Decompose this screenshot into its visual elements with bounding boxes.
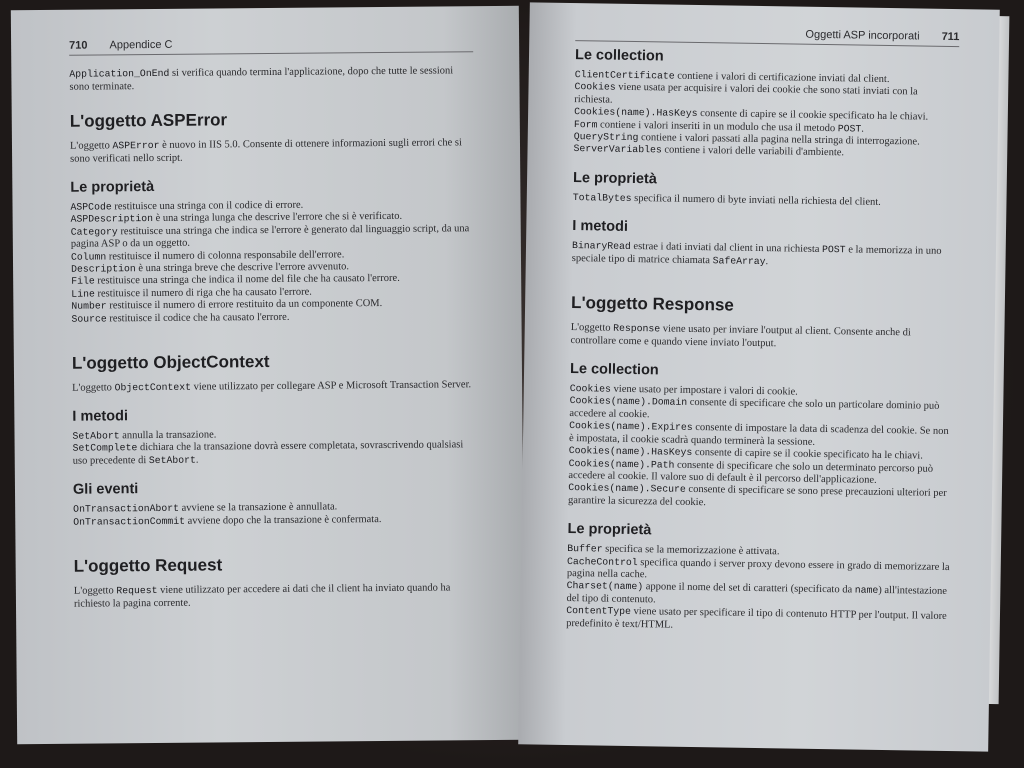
response-collections-list — [568, 383, 954, 513]
list-item: Buffer specifica se la memorizzazione è attivata. — [567, 543, 780, 558]
request-heading: L'oggetto Request — [73, 555, 223, 576]
response-intro: L'oggetto Response viene usato per inviare l'output al client. Consente anche di controllare come e quando viene inviato l'output. — [570, 322, 911, 350]
request-collections-heading: Le collection — [574, 47, 664, 65]
list-item: Line restituisce il numero di riga che ha causato l'errore. — [71, 286, 312, 300]
running-title: Appendice C — [109, 38, 173, 52]
running-title: Oggetti ASP incorporati — [805, 28, 920, 43]
list-item: OnTransactionAbort avviene se la transazione è annullata. — [73, 501, 338, 515]
list-item: ClientCertificate contiene i valori di certificazione inviati dal client. — [574, 69, 890, 86]
list-item: ASPDescription è una stringa lunga che descrive l'errore che si è verificato. — [70, 211, 403, 226]
request-collections-list — [573, 69, 958, 162]
list-item: Cookies viene usata per acquisire i valori dei cookie che sono stati inviati con la richiesta. — [574, 81, 918, 106]
objectcontext-events-heading: Gli eventi — [72, 481, 139, 498]
list-item: Charset(name) appone il nome del set di caratteri (specificato da name) all'intestazione del tipo di contenuto. — [566, 580, 948, 606]
list-item: Source restituisce il codice che ha causato l'errore. — [71, 311, 290, 325]
page-number: 711 — [941, 30, 960, 44]
left-running-head — [69, 36, 473, 56]
list-item: CacheControl specifica quando i server proxy devono essere in grado di memorizzare la pagina nella cache. — [566, 555, 950, 581]
list-item: QueryString contiene i valori passati alla pagina nella stringa di interrogazione. — [573, 131, 920, 148]
right-page — [518, 2, 1000, 751]
left-page — [11, 6, 525, 744]
list-item: BinaryRead estrae i dati inviati dal client in una richiesta POST e la memorizza in uno speciale tipo di matrice chiamata SafeArray. — [571, 240, 942, 267]
list-item: ContentType viene usato per specificare il tipo di contenuto HTTP per l'output. Il valore predefinito è text/HTML. — [566, 605, 947, 631]
objectcontext-heading: L'oggetto ObjectContext — [71, 352, 270, 373]
list-item: Cookies(name).Domain consente di specificare che solo un particolare dominio può accedere al cookie. — [569, 395, 940, 421]
list-item: Cookies(name).Path consente di specificare che solo un determinato percorso può accedere al cookie. Il valore suo di default è il percorso dell'applicazione. — [568, 457, 934, 486]
asperror-intro: L'oggetto ASPError è nuovo in IIS 5.0. Consente di ottenere informazioni sugli errori che si sono verificati nello script. — [69, 137, 462, 165]
list-item: Cookies viene usato per impostare i valori di cookie. — [569, 383, 798, 398]
page-number: 710 — [69, 39, 88, 52]
asperror-heading: L'oggetto ASPError — [69, 110, 228, 131]
list-item: ASPCode restituisce una stringa con il codice di errore. — [70, 199, 304, 213]
response-properties-list — [566, 543, 951, 636]
list-item: Number restituisce il numero di errore restituito da un componente COM. — [71, 298, 383, 312]
list-item: Category restituisce una stringa che indica se l'errore è generato dal linguaggio script, da una pagina ASP o da un oggetto. — [70, 223, 470, 250]
list-item: SetAbort annulla la transazione. — [72, 429, 217, 442]
list-item: Form contiene i valori inseriti in un modulo che usa il metodo POST. — [573, 118, 864, 135]
response-properties-heading: Le proprietà — [567, 521, 652, 539]
asperror-properties-heading: Le proprietà — [70, 178, 155, 196]
response-collections-heading: Le collection — [569, 361, 659, 379]
request-properties-heading: Le proprietà — [572, 169, 658, 188]
request-properties-list — [573, 192, 957, 210]
objectcontext-intro: L'oggetto ObjectContext viene utilizzato per collegare ASP e Microsoft Transaction Server. — [72, 379, 472, 394]
request-intro: L'oggetto Request viene utilizzato per accedere ai dati che il client ha inviato quando ha richiesto la pagina corrente. — [73, 582, 451, 610]
response-heading: L'oggetto Response — [570, 293, 734, 315]
request-methods-heading: I metodi — [572, 218, 629, 236]
list-item: Cookies(name).HasKeys consente di capire se il cookie specificato ha le chiavi. — [574, 106, 929, 123]
list-item: SetComplete dichiara che la transazione dovrà essere completata, sovrascrivendo qualsiasi uso precedente di SetAbort. — [72, 439, 464, 467]
list-item: Column restituisce il numero di colonna responsabile dell'errore. — [70, 248, 345, 263]
list-item: OnTransactionCommit avviene dopo che la transazione è confermata. — [73, 513, 382, 528]
right-running-head — [575, 25, 959, 47]
list-item: File restituisce una stringa che indica il nome del file che ha causato l'errore. — [71, 273, 400, 288]
list-item: Cookies(name).Secure consente di specificare se sono prese precauzioni ulteriori per garantire la sicurezza del cookie. — [567, 482, 947, 508]
objectcontext-methods-heading: I metodi — [72, 408, 129, 425]
asperror-properties-list — [70, 198, 475, 326]
list-item: ServerVariables contiene i valori delle variabili d'ambiente. — [573, 143, 845, 159]
list-item: TotalBytes specifica il numero di byte inviati nella richiesta del client. — [572, 191, 881, 208]
list-item: Description è una stringa breve che descrive l'errore avvenuto. — [71, 261, 350, 275]
intro-paragraph: Application_OnEnd si verifica quando termina l'applicazione, dopo che tutte le sessioni sono terminate. — [69, 65, 454, 93]
list-item: Cookies(name).Expires consente di impostare la data di scadenza del cookie. Se non è impostata, il cookie scadrà quando terminerà la sessione. — [568, 420, 949, 448]
list-item: Cookies(name).HasKeys consente di capire se il cookie specificato ha le chiavi. — [568, 445, 923, 462]
objectcontext-events-list — [73, 500, 477, 528]
objectcontext-methods-list — [72, 427, 476, 468]
